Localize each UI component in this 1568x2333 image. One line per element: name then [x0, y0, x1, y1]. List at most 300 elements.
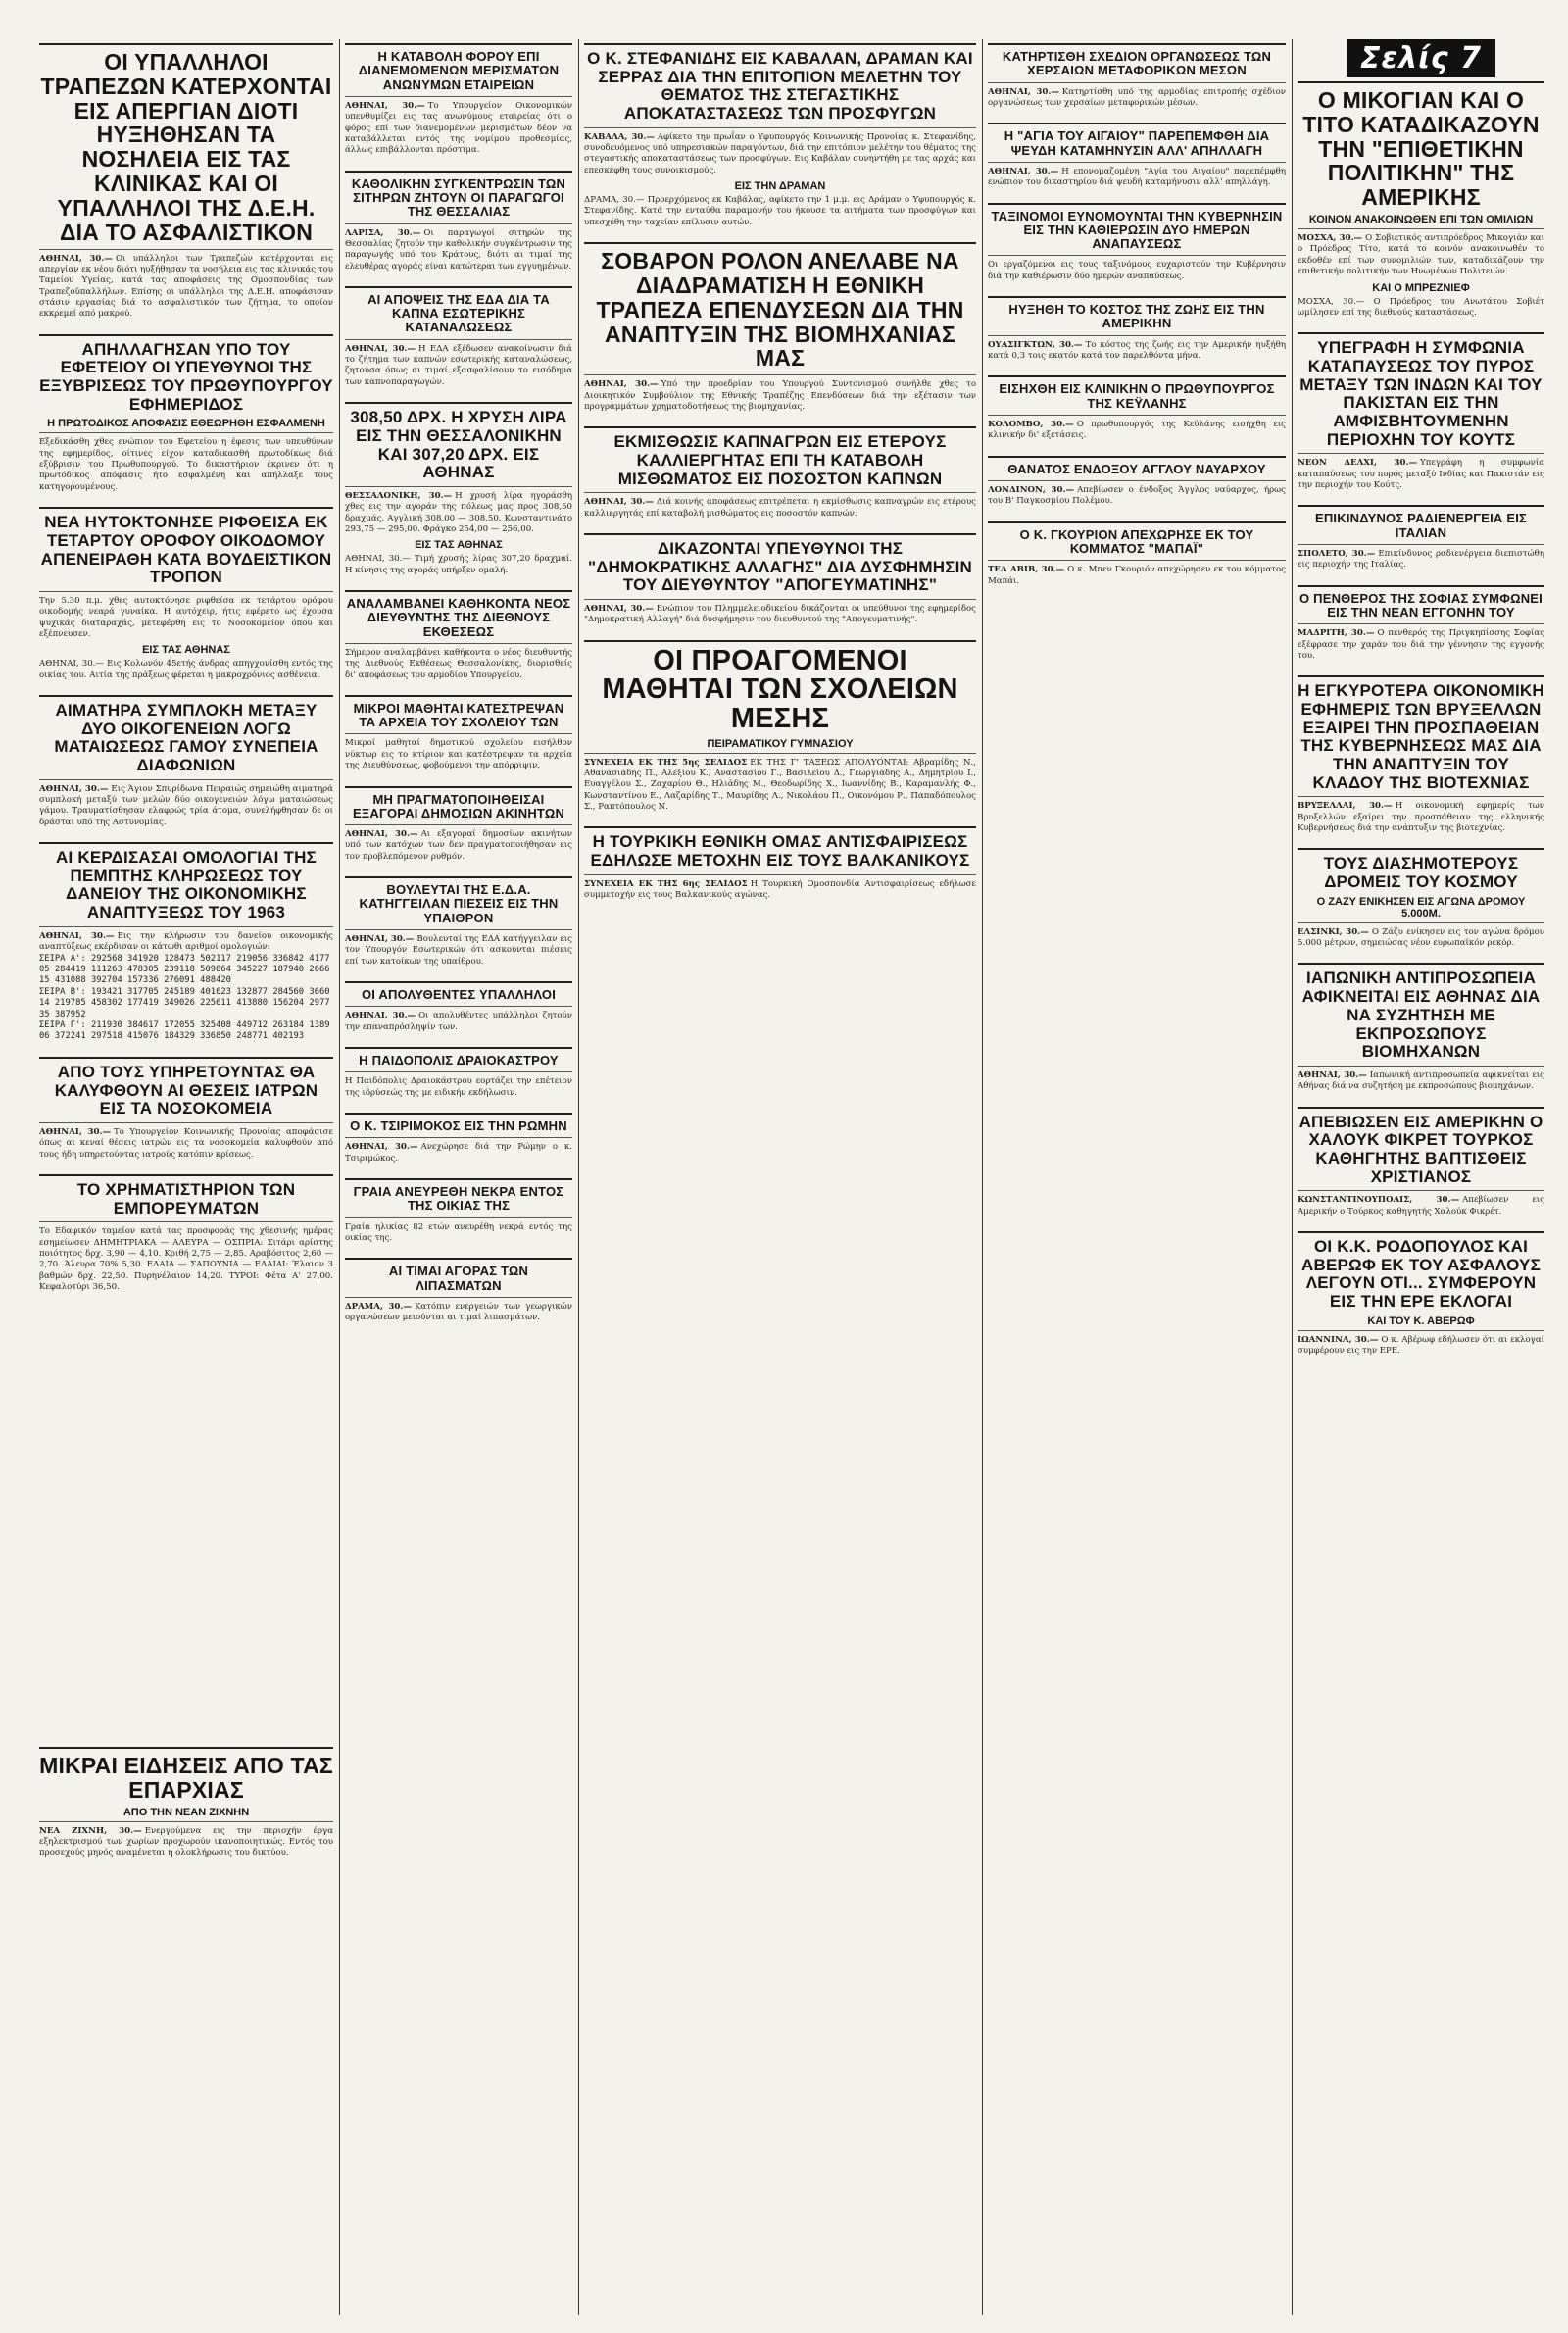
article-text: Η χρυσή λίρα ηγοράσθη χθες εις την αγοράν της πόλεως μας προς 308,50 δραχμάς. Αγγλική 308,00 — 308,50. Κωνσταντινάτο 293,75 — 295,00. Φράγκο 254,00 — 256,00. [345, 490, 572, 534]
headline-rule [1298, 848, 1544, 850]
dateline: ΑΘΗΝΑΙ, 30.— [988, 86, 1059, 97]
column-rule [982, 39, 983, 2315]
article [345, 1043, 572, 1099]
headline-underline [39, 1221, 333, 1222]
dateline: ΑΘΗΝΑΙ, 30.— [345, 1011, 416, 1021]
article [39, 838, 333, 1043]
article-text: Ανεχώρησε διά την Ρώμην ο κ. Τσιριμώκος. [345, 1142, 572, 1164]
article [345, 782, 572, 864]
article-text: Ενώπιον του Πλημμελειοδικείου δικάζονται οι υπεύθυνοι της εφημερίδος "Δημοκρατική Αλλαγή" διά δυσφήμησιν του διευθυντού της "Απογευματινής". [584, 604, 976, 625]
headline-rule [1298, 505, 1544, 507]
headline-underline [584, 753, 976, 754]
dateline: ΑΘΗΝΑΙ, 30.— [39, 253, 113, 264]
article-body [1298, 927, 1544, 950]
headline-rule [1298, 1231, 1544, 1233]
headline-rule [345, 981, 572, 983]
article-headline: ΑΠΕΒΙΩΣΕΝ ΕΙΣ ΑΜΕΡΙΚΗΝ Ο ΧΑΛΟΥΚ ΦΙΚΡΕΤ ΤΟΥΡΚΟΣ ΚΑΘΗΓΗΤΗΣ ΒΑΠΤΙΣΘΕΙΣ ΧΡΙΣΤΙΑΝΟΣ [1298, 1112, 1544, 1186]
headline-rule [39, 842, 333, 844]
article-body [988, 260, 1286, 282]
article-subhead: ΚΑΙ ΤΟΥ Κ. ΑΒΕΡΩΦ [1367, 1315, 1475, 1327]
article-headline: ΥΠΕΓΡΑΦΗ Η ΣΥΜΦΩΝΙΑ ΚΑΤΑΠΑΥΣΕΩΣ ΤΟΥ ΠΥΡΟΣ ΜΕΤΑΞΥ ΤΩΝ ΙΝΔΩΝ ΚΑΙ ΤΟΥ ΠΑΚΙΣΤΑΝ ΕΙΣ ΤΗΝ ΑΜΦΙΣΒΗΤΟΥΜΕΝΗΝ ΠΕΡΙΟΧΗΝ ΤΟΥ ΚΟΥΤΣ [1299, 338, 1543, 449]
article-headline: ΕΙΣΗΧΘΗ ΕΙΣ ΚΛΙΝΙΚΗΝ Ο ΠΡΩΘΥΠΟΥΡΓΟΣ ΤΗΣ ΚΕΫΛΑΝΗΣ [999, 381, 1275, 411]
article-headline: ΑΠΗΛΛΑΓΗΣΑΝ ΥΠΟ ΤΟΥ ΕΦΕΤΕΙΟΥ ΟΙ ΥΠΕΥΘΥΝΟΙ ΤΗΣ ΕΞΥΒΡΙΣΕΩΣ ΤΟΥ ΠΡΩΘΥΠΟΥΡΓΟΥ ΕΦΗΜΕΡΙΔΟΣ [39, 339, 333, 414]
headline-underline [1298, 796, 1544, 797]
article-text: Βουλευταί της ΕΔΑ κατήγγειλαν εις τον Υπουργόν Εσωτερικών ότι ασκούνται πιέσεις επί των κατοίκων της υπαίθρου. [345, 934, 572, 967]
article-text: Ο πρωθυπουργός της Κεϋλάνης εισήχθη εις κλινικήν δι' εξετάσεις. [988, 420, 1286, 441]
article-text: Κατηρτίσθη υπό της αρμοδίας επιτροπής σχέδιον οργανώσεως των χερσαίων μεταφορικών μέσων. [988, 86, 1286, 108]
headline-underline [1298, 1190, 1544, 1191]
article-text: Ο κ. Αβέρωφ εδήλωσεν ότι αι εκλογαί συμφέρουν εις την ΕΡΕ. [1298, 1334, 1544, 1357]
headline-rule [39, 334, 333, 336]
headline-rule [584, 826, 976, 828]
headline-rule [345, 1113, 572, 1115]
article-headline: ΑΙ ΚΕΡΔΙΣΑΣΑΙ ΟΜΟΛΟΓΙΑΙ ΤΗΣ ΠΕΜΠΤΗΣ ΚΛΗΡΩΣΕΩΣ ΤΟΥ ΔΑΝΕΙΟΥ ΤΗΣ ΟΙΚΟΝΟΜΙΚΗΣ ΑΝΑΠΤΥΞΕΩΣ ΤΟΥ 1963 [56, 848, 317, 922]
article-text: Υπό την προεδρίαν του Υπουργού Συντονισμού συνήλθε χθες το Διοικητικόν Συμβούλιον της Εθνικής Τραπέζης Επενδύσεων διά την εξέτασιν των προγραμμάτων χρηματοδοτήσεως της βιομηχανίας. [584, 379, 976, 412]
article [988, 372, 1286, 441]
article-headline: ΕΚΜΙΣΘΩΣΙΣ ΚΑΠΝΑΓΡΩΝ ΕΙΣ ΕΤΕΡΟΥΣ ΚΑΛΛΙΕΡΓΗΤΑΣ ΕΠΙ ΤΗ ΚΑΤΑΒΟΛΗ ΜΙΣΘΩΜΑΤΟΣ ΕΙΣ ΠΟΣΟΣΤΟΝ ΚΑΠΝΩΝ [613, 432, 947, 488]
article [345, 1109, 572, 1165]
headline-rule [1298, 963, 1544, 965]
headline-underline [345, 96, 572, 97]
article [1298, 581, 1544, 663]
headline-underline [39, 1821, 333, 1822]
headline-underline [1298, 228, 1544, 229]
article-body [1298, 549, 1544, 571]
article [584, 636, 976, 813]
headline-rule [988, 203, 1286, 205]
article-headline: ΕΠΙΚΙΝΔΥΝΟΣ ΡΑΔΙΕΝΕΡΓΕΙΑ ΕΙΣ ΙΤΑΛΙΑΝ [1314, 511, 1528, 540]
headline-rule [345, 1258, 572, 1260]
article-body [584, 879, 976, 902]
headline-rule [1298, 81, 1544, 83]
article-headline: ΜΙΚΡΑΙ ΕΙΔΗΣΕΙΣ ΑΠΟ ΤΑΣ ΕΠΑΡΧΙΑΣ [39, 1753, 333, 1803]
article [345, 282, 572, 388]
headline-underline [345, 1071, 572, 1072]
dateline: ΑΘΗΝΑΙ, 30.— [988, 166, 1059, 176]
article-text: Ο Σοβιετικός αντιπρόεδρος Μικογιάν και ο Πρόεδρος Τίτο, κατά το κοινόν ανακοινωθέν το εκδοθέν επί των συνομιλιών των, καταδικάζουν την επιθετικήν πολιτικήν των Ηνωμένων Πολιτειών. [1298, 233, 1544, 277]
dateline: ΑΘΗΝΑΙ, 30.— [39, 1126, 112, 1137]
dateline: ΣΥΝΕΧΕΙΑ ΕΚ ΤΗΣ 5ης ΣΕΛΙΔΟΣ [584, 757, 748, 768]
article-text: Η οικονομική εφημερίς των Βρυξελλών εξαίρει την προσπάθειαν της ελληνικής Κυβερνήσεως διά την ανάπτυξιν της βιοτεχνίας. [1298, 801, 1544, 834]
headline-underline [988, 560, 1286, 561]
article-text: Ο Ζάζυ ενίκησεν εις τον αγώνα δρόμου 5.000 μέτρων, σημειώσας νέον ευρωπαϊκόν ρεκόρ. [1298, 926, 1544, 949]
headline-rule [988, 521, 1286, 523]
article-text: Απεβίωσεν εις Αμερικήν ο Τούρκος καθηγητής Χαλούκ Φικρέτ. [1298, 1195, 1544, 1216]
article-body [1298, 1070, 1544, 1093]
article [345, 977, 572, 1033]
headline-rule [1298, 585, 1544, 587]
article [584, 39, 976, 228]
headline-underline [988, 162, 1286, 163]
article [345, 1254, 572, 2306]
article-text: Επικίνδυνος ραδιενέργεια διεπιστώθη εις περιοχήν της Ιταλίας. [1298, 548, 1544, 571]
article-headline: ΟΙ Κ.Κ. ΡΟΔΟΠΟΥΛΟΣ ΚΑΙ ΑΒΕΡΩΦ ΕΚ ΤΟΥ ΑΣΦΑΛΟΥΣ ΛΕΓΟΥΝ ΟΤΙ... ΣΥΜΦΕΡΟΥΝ ΕΙΣ ΤΗΝ ΕΡΕ ΕΚΛΟΓΑΙ [1301, 1237, 1541, 1312]
dateline: ΑΘΗΝΑΙ, 30.— [345, 100, 425, 111]
headline-rule [39, 507, 333, 509]
headline-rule [345, 171, 572, 173]
article-subhead: ΠΕΙΡΑΜΑΤΙΚΟΥ ΓΥΜΝΑΣΙΟΥ [707, 737, 854, 750]
article [39, 1743, 333, 2306]
dateline: ΜΑΔΡΙΤΗ, 30.— [1298, 628, 1375, 639]
article [39, 39, 333, 321]
headline-underline [345, 486, 572, 487]
dateline: ΑΘΗΝΑΙ, 30.— [584, 379, 659, 390]
headline-underline [1298, 544, 1544, 545]
article-body [39, 1226, 333, 1293]
article [345, 167, 572, 273]
dateline: ΒΡΥΞΕΛΛΑΙ, 30.— [1298, 801, 1393, 812]
article-text: Κατόπιν ενεργειών των γεωργικών οργανώσεων μειούνται αι τιμαί λιπασμάτων. [345, 1301, 572, 1323]
article-text: Η Παιδόπολις Δραιοκάστρου εορτάζει την επέτειον της ιδρύσεώς της με ειδικήν εκδήλωσιν. [345, 1076, 572, 1098]
headline-rule [39, 1174, 333, 1176]
article-body [39, 1826, 333, 1860]
headline-rule [345, 590, 572, 592]
article-body-2: ΑΘΗΝΑΙ, 30.— Εις Κολωνόν 45ετής άνδρας απηγχονίσθη εντός της οικίας του. Αιτία της πράξεως φέρεται η μακροχρόνιος ασθένεια. [39, 659, 333, 680]
article-headline: ΑΠΟ ΤΟΥΣ ΥΠΗΡΕΤΟΥΝΤΑΣ ΘΑ ΚΑΛΥΦΘΟΥΝ ΑΙ ΘΕΣΕΙΣ ΙΑΤΡΩΝ ΕΙΣ ΤΑ ΝΟΣΟΚΟΜΕΙΑ [54, 1062, 318, 1118]
article-body [345, 344, 572, 388]
article-headline: ΚΑΘΟΛΙΚΗΝ ΣΥΓΚΕΝΤΡΩΣΙΝ ΤΩΝ ΣΙΤΗΡΩΝ ΖΗΤΟΥΝ ΟΙ ΠΑΡΑΓΩΓΟΙ ΤΗΣ ΘΕΣΣΑΛΙΑΣ [351, 175, 566, 220]
column-rule [339, 39, 340, 2315]
article [345, 398, 572, 576]
article-text: Ο κ. Μπεν Γκουριόν απεχώρησεν εκ του κόμματος Μαπάι. [988, 565, 1286, 586]
article-text: Μικροί μαθηταί δημοτικού σχολείου εισήλθον νύκτωρ εις το κτίριον και κατέστρεψαν τα αρχεία της Διευθύνσεως, φοβούμενοι την απόρριψιν. [345, 738, 572, 771]
headline-underline [1298, 1330, 1544, 1331]
dateline: ΜΟΣΧΑ, 30.— [1298, 233, 1363, 244]
dateline: ΑΘΗΝΑΙ, 30.— [345, 829, 418, 840]
article [345, 872, 572, 968]
article-body [345, 1076, 572, 1099]
dateline: ΛΟΝΔΙΝΟΝ, 30.— [988, 485, 1075, 495]
headline-rule [584, 640, 976, 642]
headline-underline [345, 1137, 572, 1138]
dateline: ΑΘΗΝΑΙ, 30.— [39, 930, 115, 941]
article-text: Η Τουρκική Ομοσπονδία Αντισφαιρίσεως εδήλωσε συμμετοχήν εις τους Βαλκανικούς αγώνας. [584, 878, 976, 900]
article-body [345, 1011, 572, 1033]
article [988, 518, 1286, 2306]
article-body [1298, 628, 1544, 662]
article-headline: Ο Κ. ΓΚΟΥΡΙΟΝ ΑΠΕΧΩΡΗΣΕ ΕΚ ΤΟΥ ΚΟΜΜΑΤΟΣ "ΜΑΠΑΪ" [1019, 526, 1254, 556]
headline-rule [345, 402, 572, 404]
headline-underline [39, 432, 333, 433]
article-text: Γραία ηλικίας 82 ετών ανευρέθη νεκρά εντός της οικίας της. [345, 1221, 572, 1243]
dateline: ΚΩΝΣΤΑΝΤΙΝΟΥΠΟΛΙΣ, 30.— [1298, 1195, 1460, 1206]
article-subhead: ΑΠΟ ΤΗΝ ΝΕΑΝ ΖΙΧΝΗΝ [122, 1806, 250, 1818]
headline-underline [345, 223, 572, 224]
headline-underline [345, 929, 572, 930]
dateline: ΑΘΗΝΑΙ, 30.— [345, 1142, 418, 1153]
article-body [39, 596, 333, 640]
article-text: Απεβίωσεν ο ένδοξος Άγγλος ναύαρχος, ήρως του Β' Παγκοσμίου Πολέμου. [988, 485, 1286, 507]
article-headline: Η ΚΑΤΑΒΟΛΗ ΦΟΡΟΥ ΕΠΙ ΔΙΑΝΕΜΟΜΕΝΩΝ ΜΕΡΙΣΜΑΤΩΝ ΑΝΩΝΥΜΩΝ ΕΤΑΙΡΕΙΩΝ [358, 49, 560, 92]
article-text: Το κόστος της ζωής εις την Αμερικήν ηυξήθη κατά 0,3 τοις εκατόν κατά τον παρελθόντα μήνα. [988, 339, 1286, 362]
column-2 [345, 39, 572, 2315]
article [39, 691, 333, 828]
article-text: Εις την κλήρωσιν του δανείου οικονομικής αναπτύξεως εκέρδισαν οι κάτωθι αριθμοί ομολογιών: [39, 930, 333, 953]
article-body [988, 87, 1286, 110]
article-body [345, 829, 572, 863]
column-5 [1298, 39, 1544, 2315]
article-body [345, 934, 572, 968]
article-body [1298, 801, 1544, 834]
headline-rule [345, 695, 572, 697]
winning-numbers: ΣΕΙΡΑ Α': 292568 341920 128473 502117 219056 336842 417705 284419 111263 478305 239118 509864 345227 187940 266615 431088 392704 157336 276091 488420 ΣΕΙΡΑ Β': 193421 317705 245189 401623 132877 284560 366014 219785 458302 177419 349026 225611 413880 156204 297735 387952 ΣΕΙΡΑ Γ': 211930 384617 172055 325408 449712 263184 138906 372241 297518 415076 184329 336850 248771 402193 [39, 953, 330, 1042]
article [1298, 39, 1544, 319]
article-headline: ΙΑΠΩΝΙΚΗ ΑΝΤΙΠΡΟΣΩΠΕΙΑ ΑΦΙΚΝΕΙΤΑΙ ΕΙΣ ΑΘΗΝΑΣ ΔΙΑ ΝΑ ΣΥΖΗΤΗΣΗ ΜΕ ΕΚΠΡΟΣΩΠΟΥΣ ΒΙΟΜΗΧΑΝΩΝ [1301, 968, 1541, 1062]
article-headline: ΘΑΝΑΤΟΣ ΕΝΔΟΞΟΥ ΑΓΓΛΟΥ ΝΑΥΑΡΧΟΥ [1007, 461, 1266, 476]
dateline: ΝΕΟΝ ΔΕΛΧΙ, 30.— [1298, 458, 1418, 469]
article-headline: Η ΕΓΚΥΡΟΤΕΡΑ ΟΙΚΟΝΟΜΙΚΗ ΕΦΗΜΕΡΙΣ ΤΩΝ ΒΡΥΞΕΛΛΩΝ ΕΞΑΙΡΕΙ ΤΗΝ ΠΡΟΣΠΑΘΕΙΑΝ ΤΗΣ ΚΥΒΕΡΝΗΣΕΩΣ ΜΑΣ ΔΙΑ ΤΗΝ ΑΝΑΠΤΥΞΙΝ ΤΟΥ ΚΛΑΔΟΥ ΤΗΣ ΒΙΟΤΕΧΝΙΑΣ [1298, 681, 1544, 792]
article-text: Εξεδικάσθη χθες ενώπιον του Εφετείου η έφεσις των υπευθύνων της εφημερίδος, οίτινες είχον καταδικασθή πρωτοδίκως διά εξύβρισιν του Πρωθυπουργού. Το δικαστήριον έκρινεν ότι η πρωτόδικος απόφασις ήτο εσφαλμένη και απήλλαξε τους κατηγορουμένους. [39, 437, 333, 492]
article-body [39, 437, 333, 493]
headline-rule [345, 1047, 572, 1049]
article-headline: ΜΗ ΠΡΑΓΜΑΤΟΠΟΙΗΘΕΙΣΑΙ ΕΞΑΓΟΡΑΙ ΔΗΜΟΣΙΩΝ ΑΚΙΝΗΤΩΝ [352, 791, 565, 820]
headline-rule [988, 456, 1286, 458]
article-headline: ΚΑΤΗΡΤΙΣΘΗ ΣΧΕΔΙΟΝ ΟΡΓΑΝΩΣΕΩΣ ΤΩΝ ΧΕΡΣΑΙΩΝ ΜΕΤΑΦΟΡΙΚΩΝ ΜΕΣΩΝ [1002, 49, 1272, 78]
article [584, 238, 976, 413]
dateline: ΟΥΑΣΙΓΚΤΩΝ, 30.— [988, 339, 1083, 350]
article-text: Η ΕΔΑ εξέδωσεν ανακοίνωσιν διά το ζήτημα των καπνών εσωτερικής καταναλώσεως, ζητούσα όπως αι τιμαί εξασφαλίσουν το εισόδημα των καπνοπαραγωγών. [345, 343, 572, 387]
article [1298, 328, 1544, 491]
article-headline: Ο ΠΕΝΘΕΡΟΣ ΤΗΣ ΣΟΦΙΑΣ ΣΥΜΦΩΝΕΙ ΕΙΣ ΤΗΝ ΝΕΑΝ ΕΓΓΟΝΗΝ ΤΟΥ [1299, 590, 1543, 620]
headline-rule [39, 1057, 333, 1059]
article-text: Οι απολυθέντες υπάλληλοι ζητούν την επαναπρόσληψίν των. [345, 1011, 572, 1032]
article-text: Υπεγράφη η συμφωνία καταπαύσεως του πυρός μεταξύ Ινδίας και Πακιστάν εις την περιοχήν του Κούτς. [1298, 458, 1544, 491]
article-text: Διά κοινής αποφάσεως επιτρέπεται η εκμίσθωσις καπναγρών εις ετέρους καλλιεργητάς επί καταβολή μισθώματος εις ποσοστόν καπνών. [584, 497, 976, 519]
article-body [584, 132, 976, 176]
dateline: ΝΕΑ ΖΙΧΝΗ, 30.— [39, 1825, 142, 1836]
article [988, 39, 1286, 109]
headline-underline [345, 339, 572, 340]
article [988, 292, 1286, 362]
article [988, 452, 1286, 508]
article-body [988, 167, 1286, 189]
headline-rule [345, 43, 572, 45]
article-headline: ΝΕΑ ΗΥΤΟΚΤΟΝΗΣΕ ΡΙΦΘΕΙΣΑ ΕΚ ΤΕΤΑΡΤΟΥ ΟΡΟΦΟΥ ΟΙΚΟΔΟΜΟΥ ΑΠΕΝΕΙΡΑΘΗ ΚΑΤΑ ΒΟΥΔΕΙΣΤΙΚΟΝ ΤΡΟΠΟΝ [40, 513, 332, 587]
article-text: Οι παραγωγοί σιτηρών της Θεσσαλίας ζητούν την καθολικήν συγκέντρωσιν της παραγωγής υπό του Κράτους, διότι αι τιμαί της ελευθέρας αγοράς είναι κατώτεραι των εγγυημένων. [345, 227, 572, 272]
dateline: ΑΘΗΝΑΙ, 30.— [584, 497, 654, 508]
headline-rule [1298, 675, 1544, 677]
article-body [345, 738, 572, 771]
headline-rule [988, 296, 1286, 298]
article-text: Οι εργαζόμενοι εις τους ταξινόμους ευχαριστούν την Κυβέρνησιν διά την καθιέρωσιν δύο ημερών αναπαύσεως. [988, 260, 1286, 281]
article [988, 199, 1286, 283]
headline-rule [988, 375, 1286, 377]
column-1 [39, 39, 333, 2315]
article-headline: 308,50 ΔΡΧ. Η ΧΡΥΣΗ ΛΙΡΑ ΕΙΣ ΤΗΝ ΘΕΣΣΑΛΟΝΙΚΗΝ ΚΑΙ 307,20 ΔΡΧ. ΕΙΣ ΑΘΗΝΑΣ [350, 408, 567, 482]
article-body [345, 228, 572, 273]
headline-underline [345, 733, 572, 734]
article-headline: ΑΝΑΛΑΜΒΑΝΕΙ ΚΑΘΗΚΟΝΤΑ ΝΕΟΣ ΔΙΕΥΘΥΝΤΗΣ ΤΗΣ ΔΙΕΘΝΟΥΣ ΕΚΘΕΣΕΩΣ [346, 595, 571, 639]
article-headline: ΑΙΜΑΤΗΡΑ ΣΥΜΠΛΟΚΗ ΜΕΤΑΞΥ ΔΥΟ ΟΙΚΟΓΕΝΕΙΩΝ ΛΟΓΩ ΜΑΤΑΙΩΣΕΩΣ ΓΑΜΟΥ ΣΥΝΕΠΕΙΑ ΔΙΑΦΩΝΙΩΝ [54, 700, 318, 775]
article-text: ΕΚ ΤΗΣ Γ' ΤΑΞΕΩΣ ΑΠΟΛΥΟΝΤΑΙ: Αβραμίδης Ν., Αθανασιάδης Π., Αλεξίου Κ., Αναστασίου Γ., Βασιλείου Δ., Γεωργιάδης Α., Δημητρίου Ι., Ευαγγέλου Σ., Ζαχαρίου Θ., Ηλιάδης Μ., Θεοδωρίδης Χ., Ιωαννίδης Β., Καραμανλής Φ., Κωνσταντίνου Ε., Λαζαρίδης Τ., Μαυρίδης Λ., Νικολάου Π., Οικονόμου Ρ., Παπαδόπουλος Σ., Ραπτόπουλος Ν. [584, 757, 976, 812]
article-headline: Ο ΜΙΚΟΓΙΑΝ ΚΑΙ Ο ΤΙΤΟ ΚΑΤΑΔΙΚΑΖΟΥΝ ΤΗΝ "ΕΠΙΘΕΤΙΚΗΝ ΠΟΛΙΤΙΚΗΝ" ΤΗΣ ΑΜΕΡΙΚΗΣ [1302, 87, 1540, 211]
article [584, 529, 976, 626]
article-subhead-2: ΕΙΣ ΤΑΣ ΑΘΗΝΑΣ [415, 539, 503, 552]
article-headline: Ο Κ. ΤΣΙΡΙΜΟΚΟΣ ΕΙΣ ΤΗΝ ΡΩΜΗΝ [350, 1118, 567, 1134]
column-rule [1292, 39, 1293, 2315]
headline-rule [584, 426, 976, 428]
headline-rule [1298, 332, 1544, 334]
headline-rule [1298, 1107, 1544, 1109]
article-body-2: ΑΘΗΝΑΙ, 30.— Τιμή χρυσής λίρας 307,20 δραχμαί. Η κίνησις της αγοράς υπήρξεν ομαλή. [345, 554, 572, 575]
article-body [39, 1127, 333, 1161]
headline-underline [1298, 1066, 1544, 1067]
article-text: Ενεργούμενα εις την περιοχήν έργα εξηλεκτρισμού των χωρίων προχωρούν ικανοποιητικώς. Εντός του προσεχούς μηνός αναμένεται η ολοκλήρωσις του δικτύου. [39, 1825, 333, 1859]
headline-underline [584, 127, 976, 128]
article [345, 586, 572, 681]
headline-underline [988, 480, 1286, 481]
article-body [345, 101, 572, 157]
article-body [988, 420, 1286, 442]
headline-rule [584, 242, 976, 244]
headline-rule [345, 786, 572, 788]
dateline: ΕΛΣΙΝΚΙ, 30.— [1298, 926, 1369, 937]
article [584, 422, 976, 520]
article-body [1298, 1195, 1544, 1217]
headline-underline [1298, 922, 1544, 923]
headline-underline [39, 1122, 333, 1123]
headline-underline [1298, 453, 1544, 454]
article-text: Αι εξαγοραί δημοσίων ακινήτων υπό των κατόχων των δεν πραγματοποιήθησαν εις τον προβλεπόμενον ρυθμόν. [345, 829, 572, 862]
dateline: ΑΘΗΝΑΙ, 30.— [1298, 1069, 1367, 1080]
article-body [345, 1222, 572, 1245]
article-body [1298, 233, 1544, 277]
article-body [1298, 458, 1544, 491]
dateline: ΑΘΗΝΑΙ, 30.— [345, 934, 415, 945]
article-headline: Η "ΑΓΙΑ ΤΟΥ ΑΙΓΑΙΟΥ" ΠΑΡΕΠΕΜΦΘΗ ΔΙΑ ΨΕΥΔΗ ΚΑΤΑΜΗΝΥΣΙΝ ΑΛΛ' ΑΠΗΛΛΑΓΗ [1004, 128, 1270, 158]
headline-underline [39, 779, 333, 780]
headline-rule [39, 1747, 333, 1749]
article-body-2: ΔΡΑΜΑ, 30.— Προερχόμενος εκ Καβάλας, αφίκετο την 1 μ.μ. εις Δράμαν ο Υφυπουργός κ. Στεφανίδης. Κατά την ενταύθα παραμονήν του ήκουσε τα αιτήματα των προσφύγων και υπεσχέθη την ταχείαν επίλυσιν αυτών. [584, 195, 976, 227]
article-headline: ΟΙ ΥΠΑΛΛΗΛΟΙ ΤΡΑΠΕΖΩΝ ΚΑΤΕΡΧΟΝΤΑΙ ΕΙΣ ΑΠΕΡΓΙΑΝ ΔΙΟΤΙ ΗΥΞΗΘΗΣΑΝ ΤΑ ΝΟΣΗΛΕΙΑ ΕΙΣ ΤΑΣ ΚΛΙΝΙΚΑΣ ΚΑΙ ΟΙ ΥΠΑΛΛΗΛΟΙ ΤΗΣ Δ.Ε.Η. ΔΙΑ ΤΟ ΑΣΦΑΛΙΣΤΙΚΟΝ [40, 49, 332, 245]
headline-rule [584, 533, 976, 535]
article-headline: ΤΟΥΣ ΔΙΑΣΗΜΟΤΕΡΟΥΣ ΔΡΟΜΕΙΣ ΤΟΥ ΚΟΣΜΟΥ [1323, 854, 1519, 892]
column-4 [988, 39, 1286, 2315]
column-rule [578, 39, 579, 2315]
article-text: Ο πενθερός της Πριγκηπίσσης Σοφίας εξέφρασε την χαράν του διά την γέννησιν της εγγονής του. [1298, 628, 1544, 661]
headline-underline [584, 599, 976, 600]
headline-underline [345, 1297, 572, 1298]
dateline: ΔΡΑΜΑ, 30.— [345, 1301, 412, 1312]
article-body [584, 379, 976, 413]
headline-underline [39, 591, 333, 592]
article-headline: ΟΙ ΑΠΟΛΥΘΕΝΤΕΣ ΥΠΑΛΛΗΛΟΙ [361, 987, 557, 1003]
dateline: ΑΘΗΝΑΙ, 30.— [345, 343, 416, 354]
article-headline: ΒΟΥΛΕΥΤΑΙ ΤΗΣ Ε.Δ.Α. ΚΑΤΗΓΓΕΙΛΑΝ ΠΙΕΣΕΙΣ ΕΙΣ ΤΗΝ ΥΠΑΙΘΡΟΝ [359, 882, 559, 925]
article [584, 822, 976, 2306]
article-headline: ΤΟ ΧΡΗΜΑΤΙΣΤΗΡΙΟΝ ΤΩΝ ΕΜΠΟΡΕΥΜΑΤΩΝ [76, 1180, 296, 1217]
article-text: Ιαπωνική αντιπροσωπεία αφικνείται εις Αθήνας διά να συζητήση με εκπροσώπους βιομηχάνων. [1298, 1069, 1544, 1092]
article-body [345, 1142, 572, 1165]
article [345, 691, 572, 772]
article [1298, 1227, 1544, 2306]
article-body [39, 254, 333, 321]
headline-rule [988, 123, 1286, 124]
article [39, 330, 333, 493]
headline-underline [988, 415, 1286, 416]
article [1298, 671, 1544, 834]
article-body [584, 604, 976, 626]
article-text: Το Υπουργείον Κοινωνικής Προνοίας αποφάσισε όπως αι κεναί θέσεις ιατρών εις τα νοσοκομεία καλυφθούν από τους ήδη υπηρετούντας ιατρούς κατόπιν κρίσεως. [39, 1126, 333, 1160]
article-subhead: Η ΠΡΩΤΟΔΙΚΟΣ ΑΠΟΦΑΣΙΣ ΕΘΕΩΡΗΘΗ ΕΣΦΑΛΜΕΝΗ [47, 418, 325, 430]
article [39, 1053, 333, 1161]
article-body [988, 485, 1286, 508]
article [1298, 844, 1544, 949]
article-body [988, 340, 1286, 363]
article-body [39, 931, 333, 954]
article-headline: ΑΙ ΤΙΜΑΙ ΑΓΟΡΑΣ ΤΩΝ ΛΙΠΑΣΜΑΤΩΝ [388, 1264, 529, 1293]
article-text: Το Εδαφικόν ταμείον κατά τας προσφοράς της χθεσινής ημέρας εσημείωσεν ΔΗΜΗΤΡΙΑΚΑ — ΑΛΕΥΡΑ — ΟΣΠΡΙΑ: Σιτάρι αρίστης ποιότητος δρχ. 3,90 — 4,10. Κριθή 2,75 — 2,85. Αραβόσιτος 2,60 — 2,70. Άλευρα 70% 5,30. ΕΛΑΙΑ — ΣΑΠΟΥΝΙΑ — ΕΛΑΙΑΙ: Έλαιον 3 βαθμών δρχ. 22,50. Πυρηνέλαιον 14,20. ΤΥΡΟΙ: Φέτα Α' 27,00. Κεφαλοτύρι 36,50. [39, 1226, 333, 1293]
article [988, 119, 1286, 188]
article-text: Το Υπουργείον Οικονομικών υπενθυμίζει εις τας ανωνύμους εταιρείας ότι ο φόρος επί των διανεμομένων μερισμάτων δέον να καταβάλλεται εντός της νομίμου προθεσμίας, άλλως επιβάλλονται πρόστιμα. [345, 100, 572, 156]
article-headline: Η ΠΑΙΔΟΠΟΛΙΣ ΔΡΑΙΟΚΑΣΤΡΟΥ [359, 1053, 559, 1068]
article-subhead-2: ΕΙΣ ΤΗΝ ΔΡΑΜΑΝ [734, 180, 826, 193]
article [1298, 959, 1544, 1092]
article-text: Σήμερον αναλαμβάνει καθήκοντα ο νέος διευθυντής της Διεθνούς Εκθέσεως Θεσσαλονίκης, διορισθείς δι' αποφάσεως του αρμοδίου Υπουργείου. [345, 647, 572, 680]
headline-rule [345, 1178, 572, 1180]
dateline: ΘΕΣΣΑΛΟΝΙΚΗ, 30.— [345, 490, 453, 501]
headline-underline [345, 643, 572, 644]
article-headline: ΣΟΒΑΡΟΝ ΡΟΛΟΝ ΑΝΕΛΑΒΕ ΝΑ ΔΙΑΔΡΑΜΑΤΙΣΗ Η ΕΘΝΙΚΗ ΤΡΑΠΕΖΑ ΕΠΕΝΔΥΣΕΩΝ ΔΙΑ ΤΗΝ ΑΝΑΠΤΥΞΙΝ ΤΗΣ ΒΙΟΜΗΧΑΝΙΑΣ ΜΑΣ [596, 248, 964, 372]
dateline: ΚΟΛΟΜΒΟ, 30.— [988, 420, 1074, 430]
article-headline: ΤΑΞΙΝΟΜΟΙ ΕΥΝΟΜΟΥΝΤΑΙ ΤΗΝ ΚΥΒΕΡΝΗΣΙΝ ΕΙΣ ΤΗΝ ΚΑΘΙΕΡΩΣΙΝ ΔΥΟ ΗΜΕΡΩΝ ΑΝΑΠΑΥΣΕΩΣ [991, 208, 1283, 252]
dateline: ΑΘΗΝΑΙ, 30.— [39, 783, 109, 794]
headline-underline [988, 255, 1286, 256]
headline-rule [39, 695, 333, 697]
headline-underline [1298, 623, 1544, 624]
article-subhead: Ο ΖΑΖΥ ΕΝΙΚΗΣΕΝ ΕΙΣ ΑΓΩΝΑ ΔΡΟΜΟΥ 5.000Μ. [1316, 895, 1526, 919]
masthead [1298, 39, 1544, 77]
article-headline: ΓΡΑΙΑ ΑΝΕΥΡΕΘΗ ΝΕΚΡΑ ΕΝΤΟΣ ΤΗΣ ΟΙΚΙΑΣ ΤΗΣ [353, 1184, 564, 1214]
headline-underline [584, 374, 976, 375]
headline-underline [345, 1217, 572, 1218]
article [1298, 501, 1544, 571]
article-body [345, 1302, 572, 1324]
headline-rule [345, 876, 572, 878]
article-headline: Ο Κ. ΣΤΕΦΑΝΙΔΗΣ ΕΙΣ ΚΑΒΑΛΑΝ, ΔΡΑΜΑΝ ΚΑΙ ΣΕΡΡΑΣ ΔΙΑ ΤΗΝ ΕΠΙΤΟΠΙΟΝ ΜΕΛΕΤΗΝ ΤΟΥ ΘΕΜΑΤΟΣ ΤΗΣ ΣΤΕΓΑΣΤΙΚΗΣ ΑΠΟΚΑΤΑΣΤΑΣΕΩΣ ΤΩΝ ΠΡΟΣΦΥΓΩΝ [587, 49, 973, 124]
headline-underline [345, 824, 572, 825]
article-text: Την 5.30 π.μ. χθες αυτοκτόνησε ριφθείσα εκ τετάρτου ορόφου οικοδομής νεαρά γυναίκα. Η αυτόχειρ, ήτις εφέρετο ως έχουσα ψυχικάς διαταραχάς, μετεφέρθη εις το Νοσοκομείον όπου και εξέπνευσεν. [39, 595, 333, 639]
dateline: ΤΕΛ ΑΒΙΒ, 30.— [988, 565, 1065, 575]
headline-underline [988, 82, 1286, 83]
article-body [1298, 1335, 1544, 1358]
article-body [345, 491, 572, 535]
article-text: Η επονομαζομένη "Αγία του Αιγαίου" παρεπέμφθη ενώπιον του δικαστηρίου διά ψευδή καταμήνυσιν αλλ' απηλλάγη. [988, 166, 1286, 188]
dateline: ΚΑΒΑΛΑ, 30.— [584, 131, 655, 142]
article-body [345, 648, 572, 681]
article-body-2: ΜΟΣΧΑ, 30.— Ο Πρόεδρος του Ανωτάτου Σοβιέτ ωμίλησεν επί της διεθνούς καταστάσεως. [1298, 296, 1544, 318]
column-3 [584, 39, 976, 2315]
dateline: ΙΩΑΝΝΙΝΑ, 30.— [1298, 1334, 1379, 1345]
dateline: ΣΠΟΛΕΤΟ, 30.— [1298, 548, 1376, 559]
dateline: ΛΑΡΙΣΑ, 30.— [345, 227, 421, 238]
headline-underline [345, 1006, 572, 1007]
article [39, 1170, 333, 1733]
page-brand: Σελίς 7 [1347, 39, 1495, 77]
article-text: Οι υπάλληλοι των Τραπεζών κατέρχονται εις απεργίαν εκ νέου διότι ηυξήθησαν τα νοσήλεια εις τας κλινικάς του Ταμείου Υγείας, κατά τας αποφάσεις της Ομοσπονδίας των Τραπεζοϋπαλλήλων. Επίσης οι υπάλληλοι της Δ.Ε.Η. αποφάσισαν στάσιν εργασίας διά το ασφαλιστικόν των ζήτημα, το οποίον εκκρεμεί από μακρού. [39, 253, 333, 320]
headline-underline [39, 926, 333, 927]
article-headline: Η ΤΟΥΡΚΙΚΗ ΕΘΝΙΚΗ ΟΜΑΣ ΑΝΤΙΣΦΑΙΡΙΣΕΩΣ ΕΔΗΛΩΣΕ ΜΕΤΟΧΗΝ ΕΙΣ ΤΟΥΣ ΒΑΛΚΑΝΙΚΟΥΣ [590, 832, 970, 869]
article-subhead-2: ΕΙΣ ΤΑΣ ΑΘΗΝΑΣ [142, 644, 230, 657]
headline-rule [345, 286, 572, 288]
headline-rule [584, 43, 976, 45]
article [39, 503, 333, 681]
dateline: ΑΘΗΝΑΙ, 30.— [584, 604, 654, 615]
article-body [39, 784, 333, 828]
article-text: Εις Άγιον Σπυρίδωνα Πειραιώς σημειώθη αιματηρά συμπλοκή μεταξύ των μελών δύο οικογενειών λόγω ματαιώσεως γάμου. Τραυματίσθησαν ελαφρώς τρία άτομα, συνελήφθησαν δε οι δράσται υπό της Αστυνομίας. [39, 783, 333, 827]
headline-underline [584, 874, 976, 875]
dateline: ΣΥΝΕΧΕΙΑ ΕΚ ΤΗΣ 6ης ΣΕΛΙΔΟΣ [584, 878, 748, 889]
